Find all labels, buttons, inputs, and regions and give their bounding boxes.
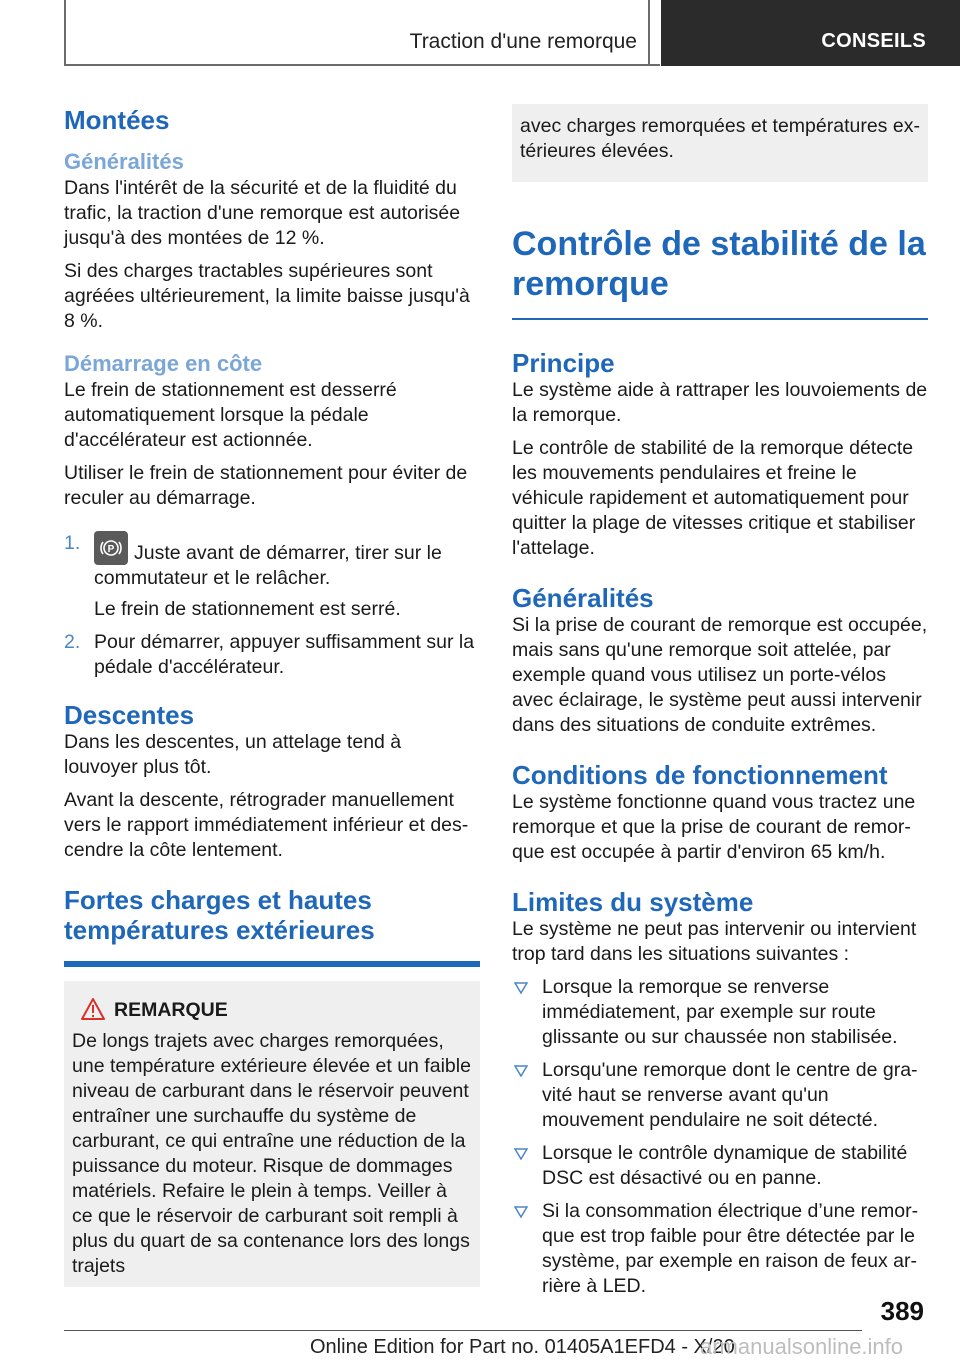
heading-principe: Principe — [512, 348, 615, 378]
footer-rule — [64, 1330, 862, 1331]
bullet-text: Lorsque le contrôle dynamique de stabilité DSC est désactivé ou en panne. — [542, 1142, 908, 1189]
bullet-text: Si la consommation électrique d’une remorque est trop faible pour être détectée par le système, par exemple en raison de feux arrière à LED. — [542, 1200, 919, 1297]
chapter-title: CONSEILS — [821, 30, 926, 52]
heading-descentes: Descentes — [64, 700, 195, 730]
edition-text: Online Edition for Part no. 01405A1EFD4 - X/20 — [310, 1336, 735, 1358]
list-item — [512, 1141, 928, 1191]
page-header — [0, 0, 960, 66]
warning-box-continued — [512, 104, 928, 182]
paragraph: Le frein de stationnement est desserré automatiquement lorsque la pédale d'accélérateur est actionnée. — [64, 379, 397, 451]
chapter-tab — [661, 0, 960, 66]
paragraph: Dans l'intérêt de la sécurité et de la fluidité du trafic, la traction d'une remorque est autorisée jusqu'à des montées de 12 %. — [64, 177, 461, 249]
step-text: Juste avant de démarrer, tirer sur le commutateur et le relâcher. — [94, 542, 442, 589]
paragraph: Le système aide à rattraper les louvoiements de la remorque. — [512, 379, 928, 426]
heading-fortes-charges: Fortes charges et hautes températures extérieures — [64, 885, 375, 945]
paragraph: Le système ne peut pas intervenir ou intervient trop tard dans les situations suivantes : — [512, 918, 917, 965]
heading-generalites: Généralités — [64, 149, 184, 174]
header-divider-right — [648, 0, 650, 66]
warning-text: avec charges remorquées et températures extérieures élevées. — [520, 115, 920, 162]
heading-conditions: Conditions de fonctionnement — [512, 760, 888, 790]
warning-box — [64, 981, 480, 1287]
bullet-text: Lorsqu'une remorque dont le centre de gravité haut se renverse avant qu'un mouvement pendulaire ne soit détecté. — [542, 1059, 918, 1131]
paragraph: Si la prise de courant de remorque est occupée, mais sans qu'une remorque soit attelée, par exemple quand vous utilisez un porte-vélos avec éclairage, le système peut aussi intervenir dans des situations de conduite extrêmes. — [512, 614, 928, 736]
list-item — [64, 630, 480, 680]
list-item — [64, 531, 480, 622]
header-underline — [64, 64, 660, 66]
heading-limites: Limites du système — [512, 887, 754, 917]
steps-list — [64, 531, 480, 680]
warning-label: REMARQUE — [114, 999, 228, 1021]
paragraph: Avant la descente, rétrograder manuellement vers le rapport immédiatement inférieur et descendre la côte lentement. — [64, 789, 469, 861]
paragraph: Dans les descentes, un attelage tend à louvoyer plus tôt. — [64, 731, 402, 778]
paragraph: Utiliser le frein de stationnement pour éviter de reculer au démarrage. — [64, 462, 468, 509]
list-item — [512, 975, 928, 1050]
warning-text: De longs trajets avec charges remorquées, une température extérieure élevée et un faible niveau de carburant dans le réservoir peuvent entraîner une surchauffe du système de carburant, ce qui entraîne une réduction de la puissance du moteur. Risque de dommages matériels. Refaire le plein à temps. Veiller à ce que le réservoir de carburant soit rempli à plus du quart de sa contenance lors des longs trajets — [72, 1030, 471, 1277]
bullet-triangle-icon — [514, 1065, 528, 1077]
paragraph: Si des charges tractables supérieures sont agréées ultérieurement, la limite baisse jusqu'à 8 %. — [64, 260, 470, 332]
header-divider-left — [64, 0, 66, 66]
section-rule — [512, 318, 928, 320]
warning-triangle-icon — [80, 997, 106, 1021]
heading-stabilite: Contrôle de stabilité de la remorque — [512, 225, 926, 303]
step-number: 1. — [64, 532, 81, 554]
section-rule — [64, 961, 480, 967]
paragraph: Le contrôle de stabilité de la remorque détecte les mouvements pendulaires et freine le véhicule rapidement et automatiquement pour quitter la plage de vitesses critique et stabiliser l'attelage. — [512, 437, 916, 559]
heading-generalites-right: Généralités — [512, 583, 654, 613]
bullet-text: Lorsque la remorque se renverse immédiatement, par exemple sur route glissante ou sur chaussée non stabilisée. — [542, 976, 898, 1048]
list-item — [512, 1058, 928, 1133]
step-number: 2. — [64, 631, 81, 653]
bullet-triangle-icon — [514, 982, 528, 994]
parking-brake-icon — [94, 531, 128, 565]
bullet-triangle-icon — [514, 1206, 528, 1218]
limits-list — [512, 975, 928, 1299]
step-result: Le frein de stationnement est serré. — [94, 598, 401, 620]
paragraph: Le système fonctionne quand vous tractez une remorque et que la prise de courant de remorque est occupée à partir d'environ 65 km/h. — [512, 791, 916, 863]
warning-heading — [72, 997, 472, 1023]
heading-montees: Montées — [64, 105, 170, 135]
right-column — [512, 104, 928, 1299]
left-column — [64, 96, 480, 1287]
svg-text:P: P — [107, 544, 115, 555]
section-title: Traction d'une remorque — [409, 30, 637, 53]
page-number: 389 — [880, 1296, 924, 1326]
watermark: armanualsonline.info — [700, 1334, 904, 1359]
list-item — [512, 1199, 928, 1299]
bullet-triangle-icon — [514, 1148, 528, 1160]
step-text: Pour démarrer, appuyer suffisamment sur la pédale d'accélérateur. — [94, 631, 475, 678]
heading-demarrage: Démarrage en côte — [64, 351, 263, 376]
